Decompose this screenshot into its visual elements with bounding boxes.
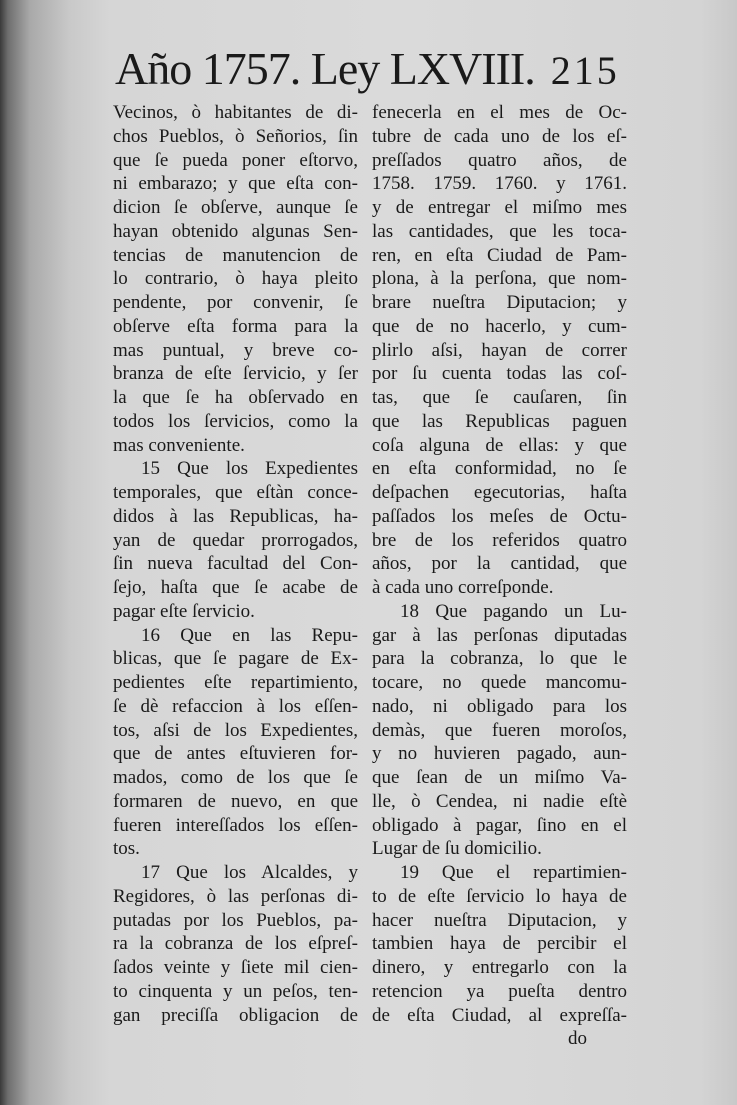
text-line: años, por la cantidad, que: [372, 553, 627, 575]
page-number: 215: [550, 48, 620, 93]
text-line: que de antes eſtuvieren for-: [113, 743, 358, 765]
text-line: putadas por los Pueblos, pa-: [113, 909, 358, 931]
right-column: [372, 101, 627, 1051]
text-line: pedientes eſte repartimiento,: [113, 672, 358, 693]
text-line: à cada uno correſponde.: [372, 577, 554, 598]
text-line: de eſta Ciudad, al expreſſa-: [372, 1004, 627, 1026]
text-line: en eſta conformidad, no ſe: [372, 458, 627, 480]
text-line: ni embarazo; y que eſta con-: [113, 173, 358, 195]
text-line: y no huvieren pagado, aun-: [372, 743, 627, 765]
text-line: que ſean de un miſmo Va-: [372, 767, 627, 788]
text-line: chos Pueblos, ò Señorios, ſin: [113, 125, 358, 147]
text-line: por ſu cuenta todas las coſ-: [372, 363, 627, 385]
text-line: nado, ni obligado para los: [372, 695, 627, 717]
text-line: 1758. 1759. 1760. y 1761.: [372, 173, 627, 195]
text-line: to cinquenta y un peſos, ten-: [113, 980, 358, 1002]
text-line: hayan obtenido algunas Sen-: [113, 220, 358, 242]
text-line: 17 Que los Alcaldes, y: [141, 862, 358, 883]
text-line: yan de quedar prorrogados,: [113, 529, 358, 551]
text-line: 19 Que el repartimien-: [400, 862, 627, 883]
text-line: obligado à pagar, ſino en el: [372, 814, 627, 836]
text-line: 18 Que pagando un Lu-: [400, 600, 627, 622]
text-line: paſſados los meſes de Octu-: [372, 505, 627, 527]
text-line: mas conveniente.: [113, 434, 245, 456]
text-line: tos.: [113, 838, 140, 860]
text-line: tos, aſsi de los Expedientes,: [113, 719, 358, 741]
text-line: para la cobranza, lo que le: [372, 648, 627, 670]
text-line: plona, à la perſona, que nom-: [372, 268, 627, 290]
text-line: Regidores, ò las perſonas di-: [113, 885, 358, 907]
text-line: que las Republicas paguen: [372, 410, 627, 432]
text-line: hacer nueſtra Diputacion, y: [372, 909, 627, 931]
text-line: preſſados quatro años, de: [372, 149, 627, 171]
text-line: brare nueſtra Diputacion; y: [372, 292, 627, 313]
text-line: blicas, que ſe pagare de Ex-: [113, 648, 358, 670]
text-line: didos à las Republicas, ha-: [113, 505, 358, 527]
text-line: tas, que ſe cauſaren, ſin: [372, 387, 627, 408]
text-line: ſejo, haſta que ſe acabe de: [113, 577, 358, 598]
text-line: deſpachen egecutorias, haſta: [372, 482, 627, 503]
text-line: pagar eſte ſervicio.: [113, 600, 255, 622]
text-line: tubre de cada uno de los eſ-: [372, 125, 627, 147]
text-line: 16 Que en las Repu-: [141, 624, 358, 646]
text-line: que de no hacerlo, y cum-: [372, 315, 627, 337]
text-line: lo contrario, ò haya pleito: [113, 268, 358, 290]
text-line: dicion ſe obſerve, aunque ſe: [113, 197, 358, 218]
text-line: 15 Que los Expedientes: [141, 458, 358, 480]
text-line: mas puntual, y breve co-: [113, 339, 358, 361]
catchword: do: [568, 1028, 587, 1050]
text-line: tencias de manutencion de: [113, 244, 358, 266]
text-line: y de entregar el miſmo mes: [372, 197, 627, 218]
running-header: [115, 38, 620, 100]
text-line: todos los ſervicios, como la: [113, 410, 358, 432]
text-line: gar à las perſonas diputadas: [372, 624, 627, 646]
text-line: temporales, que eſtàn conce-: [113, 482, 358, 503]
text-line: pendente, por convenir, ſe: [113, 292, 358, 313]
text-line: demàs, que fueren moroſos,: [372, 719, 627, 741]
text-line: que ſe pueda poner eſtorvo,: [113, 149, 358, 171]
text-line: bre de los referidos quatro: [372, 529, 627, 551]
text-line: fenecerla en el mes de Oc-: [372, 102, 627, 123]
text-line: ren, en eſta Ciudad de Pam-: [372, 244, 627, 266]
text-line: obſerve eſta forma para la: [113, 315, 358, 337]
text-line: Lugar de ſu domicilio.: [372, 838, 542, 860]
text-line: ſe dè refaccion à los eſſen-: [113, 695, 358, 717]
text-line: fueren intereſſados los eſſen-: [113, 814, 358, 836]
text-line: to de eſte ſervicio lo haya de: [372, 885, 627, 907]
text-line: ſados veinte y ſiete mil cien-: [113, 957, 358, 978]
text-line: Vecinos, ò habitantes de di-: [113, 102, 358, 123]
text-line: gan preciſſa obligacion de: [113, 1004, 358, 1026]
text-line: la que ſe ha obſervado en: [113, 387, 358, 408]
page-heading: Año 1757. Ley LXVIII.: [115, 43, 535, 94]
text-line: retencion ya pueſta dentro: [372, 980, 627, 1002]
text-line: ſin nueva facultad del Con-: [113, 553, 358, 575]
left-column: [113, 101, 358, 1027]
text-line: coſa alguna de ellas: y que: [372, 434, 627, 456]
text-line: las cantidades, que les toca-: [372, 220, 627, 242]
text-line: tocare, no quede mancomu-: [372, 672, 627, 693]
text-line: ra la cobranza de los eſpreſ-: [113, 933, 358, 955]
text-line: branza de eſte ſervicio, y ſer: [113, 363, 358, 385]
text-line: tambien haya de percibir el: [372, 933, 627, 955]
text-line: formaren de nuevo, en que: [113, 790, 358, 812]
text-line: plirlo aſsi, hayan de correr: [372, 339, 627, 361]
text-line: mados, como de los que ſe: [113, 767, 358, 788]
text-line: lle, ò Cendea, ni nadie eſtè: [372, 790, 627, 812]
right-column-lines: [372, 101, 627, 1027]
text-line: dinero, y entregarlo con la: [372, 957, 627, 978]
